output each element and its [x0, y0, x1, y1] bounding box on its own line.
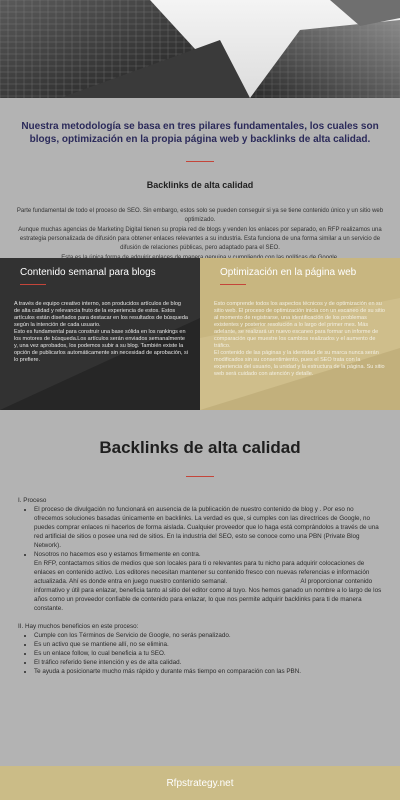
- intro-paragraph: Parte fundamental de todo el proceso de SEO. Sin embargo, estos solo se pueden conseguir si ya se tiene contenido único y un sitio web optimizado.: [16, 208, 384, 223]
- column-blogs-text: [14, 301, 188, 364]
- list-item: • Es un enlace follow, lo cual beneficia a tu SEO.: [34, 649, 382, 658]
- intro-divider: [186, 161, 214, 162]
- list-item: • Es un activo que se mantiene allí, no se elimina.: [34, 640, 382, 649]
- hero-image: [0, 0, 400, 98]
- column-paragraph: Esto es fundamental para construir una base sólida en los rankings en los motores de búsqueda.Los artículos serán enviados semanalmente y, una vez aprobados, los podemos subir a su blog. También existe la opción de publicarlos automáticamente sin necesidad de aprobación, si lo prefiere.: [14, 329, 188, 363]
- list-item-continuation: En RFP, contactamos sitios de medios que son locales para ti o relevantes para tu nicho para adquirir colocaciones de enlaces en contenido activo. Los editores necesitan mantener su contenido fresco con nuevas referencias e información actualizada. Ahí es donde entra en juego nuestro contenido semanal. Al proporcionar contenido informativo y útil para enlazar, beneficia tanto al sitio del editor como al tuyo. Nos hemos ganado un nombre a lo largo de los años como un proveedor confiable de contenido para enlazar, lo que nos permite adquirir backlinks para ti de manera constante.: [34, 560, 383, 612]
- intro-paragraph: Aunque muchas agencias de Marketing Digital tienen su propia red de blogs y venden los enlaces por separado, en RFP realizamos una estrategia personalizada de difusión para obtener enlaces relevantes a su industria. Esta funciona de una forma similar a un servicio de difusión de relaciones públicas, pero adaptado para el SEO.: [18, 227, 382, 251]
- list-item: [34, 550, 382, 613]
- intro-title: Nuestra metodología se basa en tres pilares fundamentales, los cuales son blogs, optimización en la propia página web y backlinks de alta calidad.: [21, 121, 379, 145]
- footer-site-link[interactable]: Rfpstrategy.net: [166, 777, 234, 789]
- section-label-process: I. Proceso: [18, 497, 47, 504]
- column-blogs-title: Contenido semanal para blogs: [20, 267, 156, 278]
- benefits-list: [34, 631, 382, 676]
- list-item: • El tráfico referido tiene intención y es de alta calidad.: [34, 658, 382, 667]
- column-optimization-divider: [220, 284, 246, 285]
- process-list: [34, 505, 382, 613]
- column-paragraph: A través de equipo creativo interno, son producidos artículos de blog de alta calidad y relevancia fruto de la experiencia de estos. Estos artículos están diseñados para destacar en los resultados de búsqueda según la intención de cada usuario.: [14, 301, 188, 328]
- backlinks-content: [18, 496, 382, 676]
- column-optimization-text: [214, 301, 388, 378]
- column-paragraph: Esto comprende todos los aspectos técnicos y de optimización en su sitio web. El proceso de optimización inicia con un escaneo de su sitio al momento de registrarse, una identificación de los problemas existentes y posterior resolución a lo largo del primer mes. Más adelante, se realizará un nuevo escaneo para formar un informe de comparación que muestre los cambios realizados y el aumento de tráfico.: [214, 301, 385, 349]
- column-optimization: [200, 258, 400, 410]
- list-item: • Cumple con los Términos de Servicio de Google, no serás penalizado.: [34, 631, 382, 640]
- column-optimization-title: Optimización en la página web: [220, 267, 357, 278]
- list-item: • El proceso de divulgación no funcionará en ausencia de la publicación de nuestro contenido de blog y . Por eso no ofrecemos soluciones basadas únicamente en backlinks. La verdad es que, si cumples con las directrices de Google, no puedes comprar enlaces ni hacerlos de forma aislada. Cualquier proveedor que lo haga está comprándolos a través de una red artificial de sitios o posee una red de sitios. En la industria del SEO, esto se conoce como una PBN (Private Blog Network).: [34, 505, 382, 550]
- column-paragraph: El contenido de las páginas y la identidad de su marca nunca serán modificados sin su consentimiento, pues el SEO trata con la experiencia del usuario, la unidad y la estructura de la página. Su sitio web será cuidado con atención y detalle.: [214, 350, 385, 377]
- backlinks-title: Backlinks de alta calidad: [99, 438, 301, 457]
- intro-heading: Backlinks de alta calidad: [146, 180, 254, 190]
- section-label-benefits: II. Hay muchos beneficios en este proceso:: [18, 623, 139, 630]
- footer: [0, 766, 400, 800]
- skyscraper-image: [0, 0, 400, 98]
- backlinks-section: [0, 410, 400, 766]
- column-blogs: [0, 258, 200, 410]
- pillars-columns: [0, 258, 400, 410]
- list-item-text: Nosotros no hacemos eso y estamos firmemente en contra.: [34, 551, 201, 558]
- intro-paragraphs: [14, 207, 386, 264]
- column-blogs-divider: [20, 284, 46, 285]
- list-item: • Te ayuda a posicionarte mucho más rápido y durante más tiempo en comparación con las PBN.: [34, 667, 382, 676]
- backlinks-divider: [186, 476, 214, 477]
